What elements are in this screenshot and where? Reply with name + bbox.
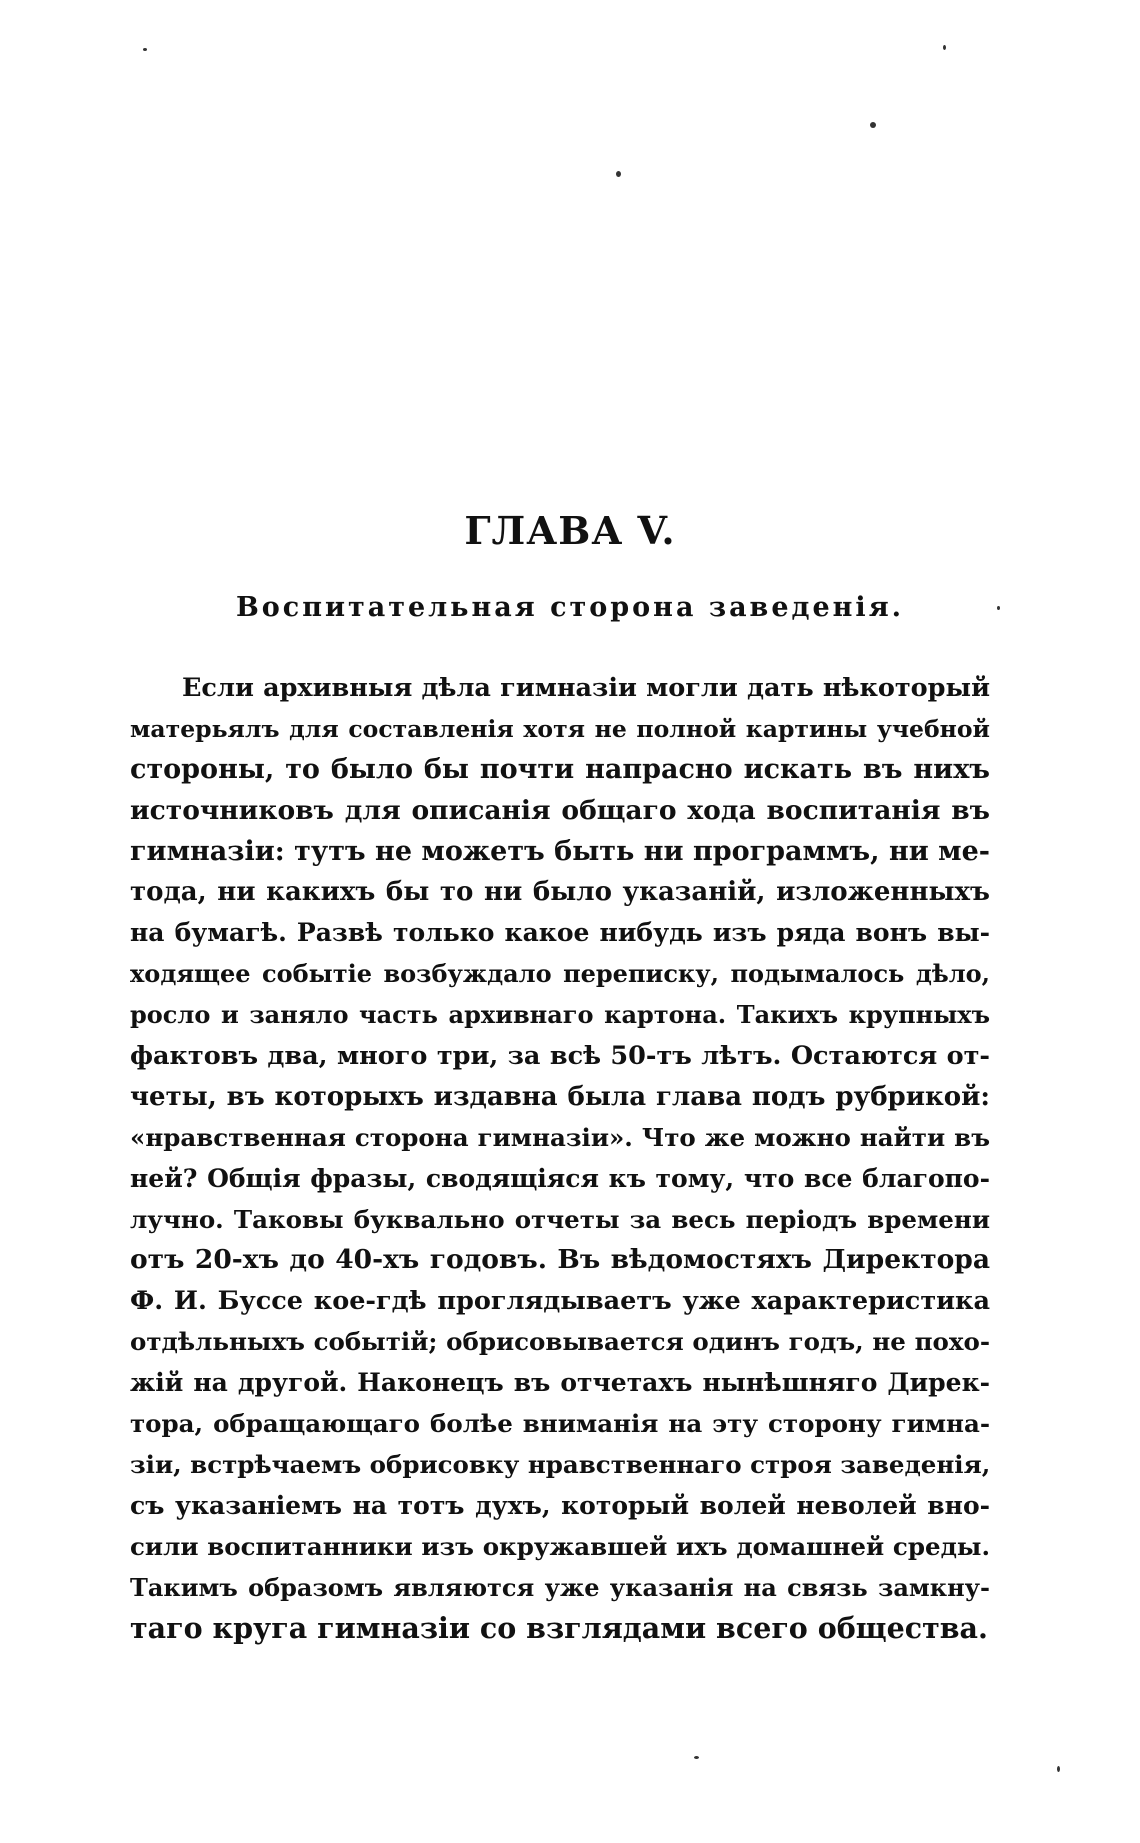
text-line: ней? Общія фразы, сводящіяся къ тому, что все благопо-	[130, 1163, 990, 1193]
text-line: таго круга гимназіи со взглядами всего общества.	[130, 1611, 988, 1646]
text-line: «нравственная сторона гимназіи». Что же можно найти въ	[130, 1122, 990, 1152]
text-line: зіи, встрѣчаемъ обрисовку нравственнаго строя заведенія,	[130, 1449, 991, 1479]
text-line: фактовъ два, много три, за всѣ 50-тъ лѣтъ. Остаются от-	[130, 1041, 990, 1072]
print-speck	[616, 171, 621, 177]
text-line: отъ 20-хъ до 40-хъ годовъ. Въ вѣдомостяхъ Директора	[130, 1244, 990, 1276]
text-line: жій на другой. Наконецъ въ отчетахъ нынѣшняго Дирек-	[130, 1368, 990, 1398]
text-line: Ф. И. Буссе кое-гдѣ проглядываетъ уже характеристика	[130, 1286, 990, 1317]
text-line: ходящее событіе возбуждало переписку, подымалось дѣло,	[130, 959, 990, 989]
text-line: сили воспитанники изъ окружавшей ихъ домашней среды.	[130, 1531, 990, 1561]
text-line: съ указаніемъ на тотъ духъ, который волей неволей вно-	[130, 1490, 990, 1520]
text-line: Такимъ образомъ являются уже указанія на связь замкну-	[130, 1572, 990, 1602]
text-line: тора, обращающаго болѣе вниманія на эту сторону гимна-	[130, 1409, 990, 1439]
text-line: гимназіи: тутъ не можетъ быть ни программъ, ни ме-	[130, 835, 990, 867]
text-line: тода, ни какихъ бы то ни было указаній, изложенныхъ	[130, 877, 990, 908]
text-line: источниковъ для описанія общаго хода воспитанія въ	[130, 794, 990, 826]
text-line: на бумагѣ. Развѣ только какое нибудь изъ ряда вонъ вы-	[130, 918, 990, 948]
text-line: четы, въ которыхъ издавна была глава подъ рубрикой:	[130, 1081, 990, 1112]
text-line: отдѣльныхъ событій; обрисовывается одинъ годъ, не похо-	[130, 1327, 990, 1357]
print-speck	[694, 1756, 699, 1759]
text-line: росло и заняло часть архивнаго картона. Такихъ крупныхъ	[130, 1000, 990, 1030]
text-line: лучно. Таковы буквально отчеты за весь періодъ времени	[130, 1204, 990, 1234]
print-speck	[1057, 1766, 1060, 1772]
body-paragraph	[130, 668, 990, 1649]
text-line: Если архивныя дѣла гимназіи могли дать нѣкоторый	[182, 673, 990, 703]
print-speck	[943, 45, 946, 50]
print-speck	[870, 122, 876, 128]
text-line: матерьялъ для составленія хотя не полной картины учебной	[130, 714, 990, 743]
section-title: Воспитательная сторона заведенія.	[235, 592, 905, 623]
print-speck	[143, 48, 147, 51]
text-line: стороны, то было бы почти напрасно искать въ нихъ	[130, 753, 990, 785]
chapter-title: ГЛАВА V.	[464, 508, 676, 553]
